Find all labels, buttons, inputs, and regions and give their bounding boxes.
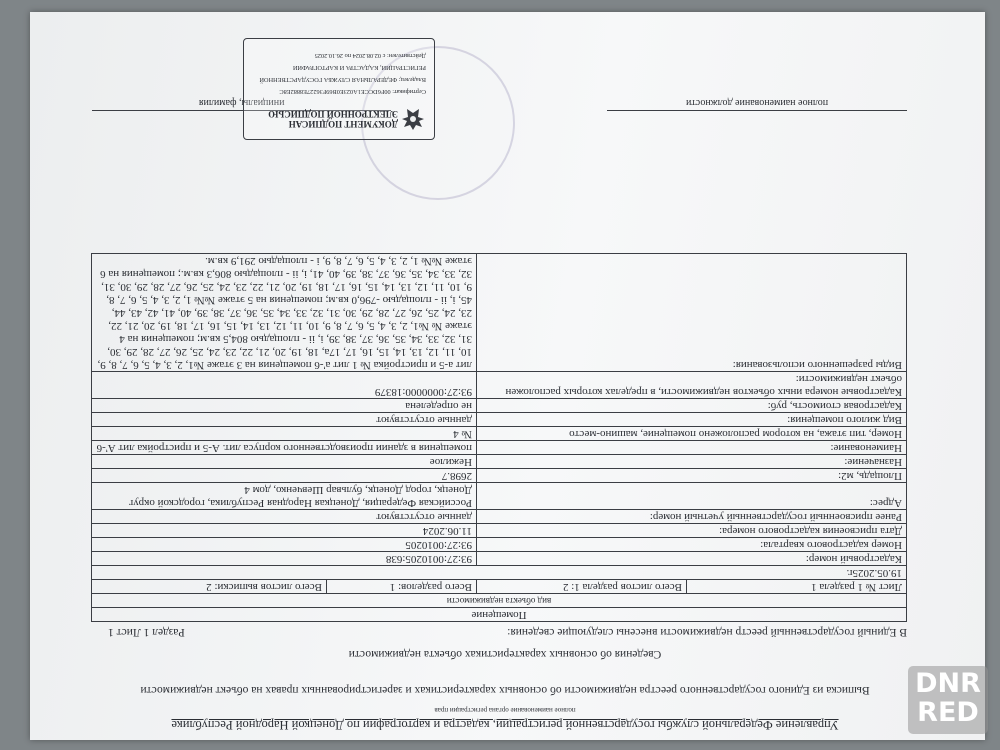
row-label: Ранее присвоенный государственный учетный номер:	[477, 510, 907, 524]
table-row	[91, 552, 906, 566]
table-row	[91, 254, 906, 372]
stamp-owner: Владелец: ФЕДЕРАЛЬНАЯ СЛУЖБА ГОСУДАРСТВЕННОЙ	[259, 76, 426, 83]
table-row	[91, 483, 906, 510]
table-row	[91, 455, 906, 469]
extract-date: 19.05.2025г.	[91, 566, 906, 580]
table-row	[91, 524, 906, 538]
row-label: Кадастровые номера иных объектов недвижимости, в пределах которых расположен объект недвижимости:	[477, 372, 907, 399]
row-value: лит а-5 и пристройка № 1 лит а'-6 помещения на 3 этаже №1, 2, 3, 4, 5, 6, 7, 8, 9, 10, 11, 12, 13, 14, 15, 16, 17, 17а, 18, 19, 20, 21, 22, 23, 24, 25, 26, 27, 28, 29, 30, 31, 32, 33, 34, 35, 36, 37, 38, 39, i, ii - площадью 804,5 кв.м; помещения на 4 этаже № №1, 2, 3, 4, 5, 6, 7, 8, 9, 10, 11, 12, 13, 14, 15, 16, 17, 18, 19, 20, 21, 22, 23, 24, 25, 26, 27, 28, 29, 30, 31, 32, 33, 34, 35, 36, 37, 38, 39, 40, 41, 42, 43, 44, 45, i, ii - площадью -796,0 кв.м; помещения на 5 этаже №№ 1, 2, 3, 4, 5, 6, 7, 8, 9, 10, 11, 12, 13, 14, 15, 16, 17, 18, 19, 20, 21, 22, 23, 24, 25, 26, 27, 28, 29, 30, 31, 32, 33, 34, 35, 36, 37, 38, 39, 40, 41, i, ii - площадью 806,3 кв.м.; помещения на 6 этаже №№ 1, 2, 3, 4, 5, 6, 7, 8, 9, i - площадью 291,9 кв.м.	[91, 254, 476, 372]
document-sheet	[30, 12, 985, 740]
table-row	[91, 469, 906, 483]
stamp-title-1: ДОКУМЕНТ ПОДПИСАН	[288, 119, 398, 129]
row-value: данные отсутствуют	[91, 510, 476, 524]
row-label: Адрес:	[477, 483, 907, 510]
row-value: Нежилое	[91, 455, 476, 469]
row-label: Кадастровая стоимость, руб:	[477, 399, 907, 413]
row-label: Номер, тип этажа, на котором расположено помещение, машино-место	[477, 427, 907, 441]
row-value: 93:27:0000000:18379	[91, 372, 476, 399]
table-row	[91, 413, 906, 427]
section-heading: Сведения об основных характеристиках объекта недвижимости	[348, 648, 662, 660]
site-watermark-logo: DNR RED	[908, 666, 988, 734]
signature-caption: инициалы, фамилия	[198, 97, 285, 108]
electronic-signature-stamp	[243, 38, 435, 140]
row-label: Кадастровый номер:	[477, 552, 907, 566]
position-line	[607, 111, 907, 127]
organization-caption: полное наименование органа регистрации прав	[434, 706, 576, 714]
row-label: Номер кадастрового квартала:	[477, 538, 907, 552]
table-row	[91, 427, 906, 441]
table-row	[91, 441, 906, 455]
row-label: Наименование:	[477, 441, 907, 455]
eagle-emblem-icon	[400, 103, 426, 133]
total-sections: Всего разделов: 1	[327, 580, 477, 594]
section-sheet-label: Раздел 1 Лист 1	[108, 626, 185, 638]
row-value: Российская Федерация, Донецкая Народная Республика, городской округ Донецк, город Донецк, бульвар Шевченко, дом 4	[91, 483, 476, 510]
row-value: помещения в здании производственного корпуса лит. А-5 и пристройка лит А'-6	[91, 441, 476, 455]
stamp-owner-cont: РЕГИСТРАЦИИ, КАДАСТРА И КАРТОГРАФИИ	[292, 64, 426, 71]
row-value: 93:27:0010205:638	[91, 552, 476, 566]
table-row	[91, 372, 906, 399]
organization-name: Управление Федеральной службы государственной регистрации, кадастра и картографии по Донецкой Народной Республике	[171, 718, 839, 732]
total-sheets-extract: Всего листов выписки: 2	[91, 580, 326, 594]
row-value: 2698.7	[91, 469, 476, 483]
row-value: 93:27:0010205	[91, 538, 476, 552]
row-value: № 4	[91, 427, 476, 441]
total-sheets-section: Всего листов раздела 1: 2	[477, 580, 687, 594]
characteristics-table	[91, 253, 907, 622]
stamp-validity: Действителен: с 02.08.2024 по 26.10.2025	[314, 52, 426, 59]
intro-text: В Единый государственный реестр недвижимости внесены следующие сведения:	[507, 626, 907, 638]
object-type-caption: вид объекта недвижимости	[91, 594, 906, 608]
row-label: Назначение:	[477, 455, 907, 469]
stamp-certificate: Сертификат: 00F6DCCE1A023E0B69F36227E8882E8C	[279, 88, 426, 95]
document-title: Выписка из Единого государственного реестра недвижимости об основных характеристиках и зарегистрированных правах на объект недвижимости	[140, 684, 870, 696]
position-caption: полное наименование должности	[685, 97, 829, 108]
row-label: Вид жилого помещения:	[477, 413, 907, 427]
table-row	[91, 538, 906, 552]
table-row	[91, 399, 906, 413]
object-type: Помещение	[91, 608, 906, 622]
stamp-title-2: ЭЛЕКТРОННОЙ ПОДПИСЬЮ	[268, 109, 398, 119]
sheet-number: Лист № 1 раздела 1	[687, 580, 907, 594]
row-label: Виды разрешенного использования:	[477, 254, 907, 372]
row-label: Дата присвоения кадастрового номера:	[477, 524, 907, 538]
row-label: Площадь, м2:	[477, 469, 907, 483]
row-value: не определена	[91, 399, 476, 413]
table-row	[91, 510, 906, 524]
row-value: данные отсутствуют	[91, 413, 476, 427]
row-value: 11.06.2024	[91, 524, 476, 538]
